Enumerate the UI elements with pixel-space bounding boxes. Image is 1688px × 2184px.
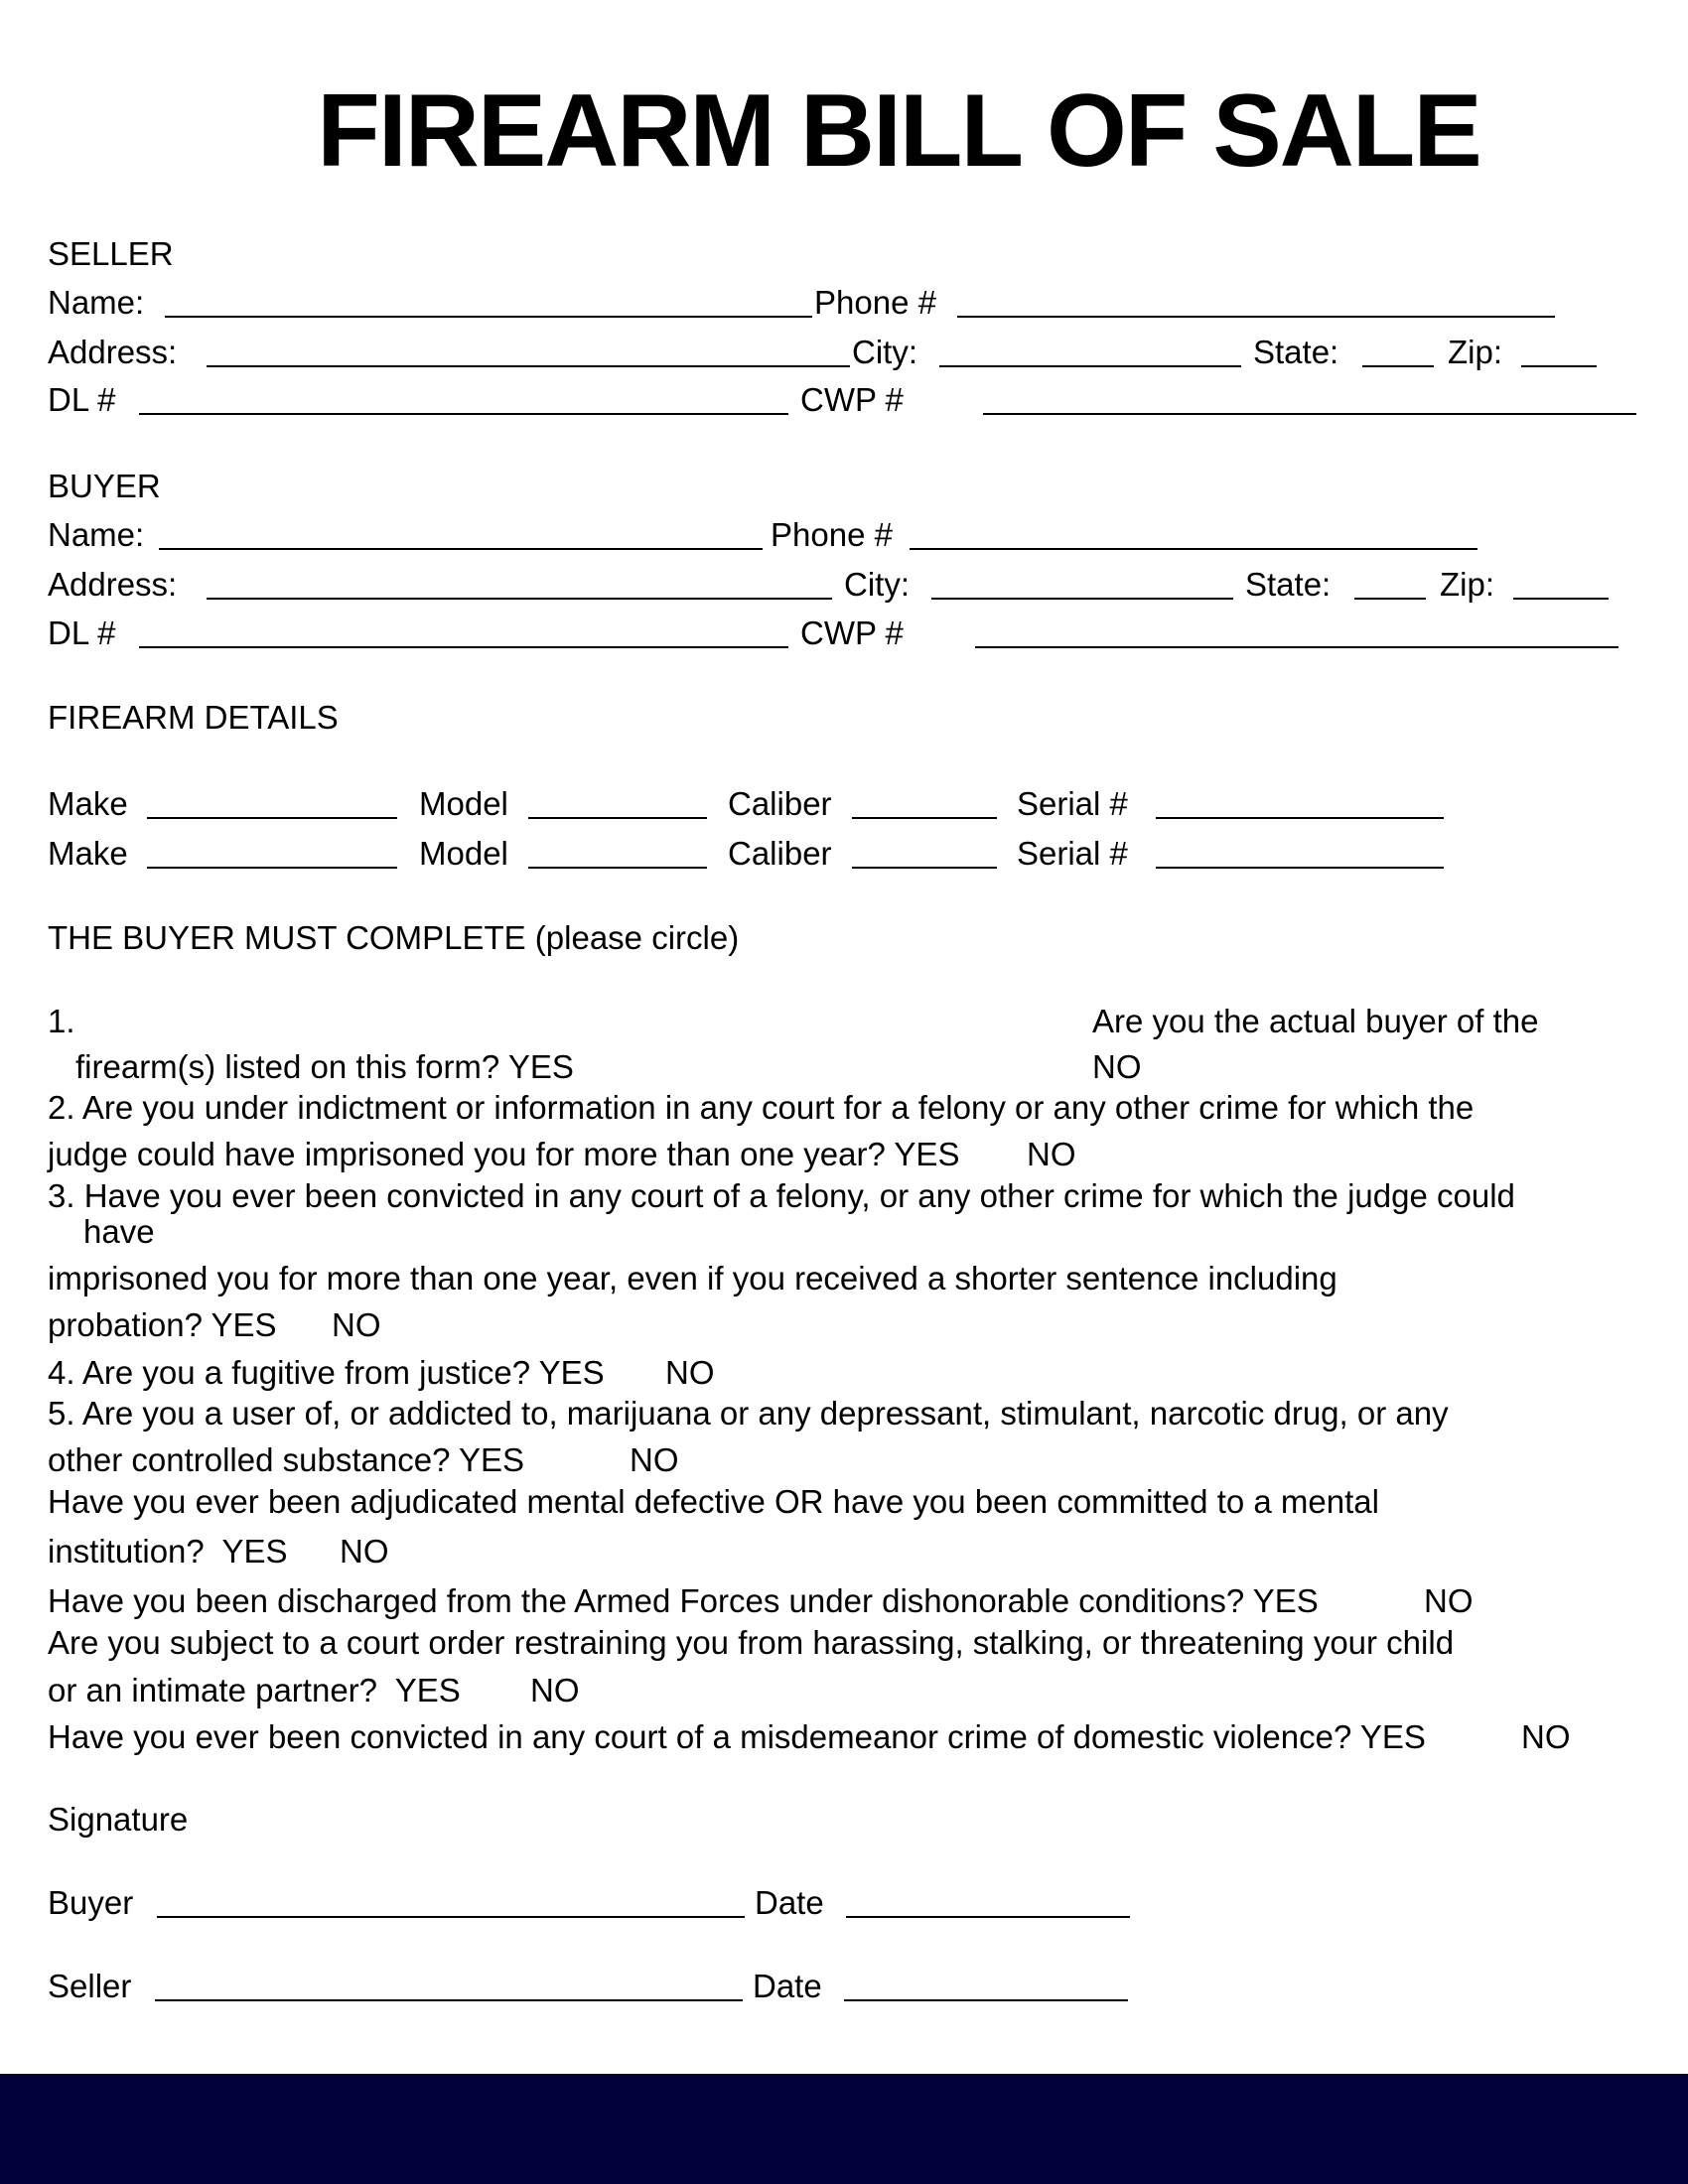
question-8-no[interactable]: NO — [530, 1672, 580, 1708]
question-7-no[interactable]: NO — [1424, 1582, 1474, 1619]
firearm-model-field[interactable] — [528, 817, 707, 819]
question-5-no[interactable]: NO — [630, 1441, 679, 1478]
question-7-text: Have you been discharged from the Armed Forces under dishonorable conditions? YES — [48, 1582, 1319, 1619]
firearm-caliber-label: Caliber — [728, 835, 832, 872]
seller-date-field[interactable] — [844, 1999, 1128, 2001]
question-3-text-wrap: have — [83, 1213, 155, 1250]
question-2-no[interactable]: NO — [1027, 1136, 1076, 1172]
buyer-cwp-label: CWP # — [800, 614, 904, 651]
buyer-name-field[interactable] — [159, 548, 763, 550]
question-5-text: 5. Are you a user of, or addicted to, marijuana or any depressant, stimulant, narcotic drug, or any — [48, 1395, 1449, 1432]
question-1-number: 1. — [48, 1003, 75, 1039]
footer-band — [0, 2074, 1688, 2184]
buyer-signature-field[interactable] — [157, 1916, 745, 1918]
question-1-no[interactable]: NO — [1092, 1048, 1142, 1085]
seller-date-label: Date — [753, 1968, 822, 2004]
question-3-no[interactable]: NO — [332, 1306, 381, 1343]
question-1-text-cont: firearm(s) listed on this form? YES — [75, 1048, 574, 1085]
question-8-text-cont: or an intimate partner? YES — [48, 1672, 461, 1708]
firearm-caliber-label: Caliber — [728, 785, 832, 822]
buyer-heading: BUYER — [48, 468, 161, 504]
firearm-heading: FIREARM DETAILS — [48, 699, 339, 736]
buyer-phone-field[interactable] — [910, 548, 1477, 550]
seller-zip-label: Zip: — [1448, 334, 1503, 370]
question-4-text: 4. Are you a fugitive from justice? YES — [48, 1354, 605, 1391]
buyer-dl-label: DL # — [48, 614, 116, 651]
seller-signature-label: Seller — [48, 1968, 132, 2004]
buyer-phone-label: Phone # — [771, 516, 893, 553]
buyer-date-field[interactable] — [846, 1916, 1130, 1918]
questions-heading: THE BUYER MUST COMPLETE (please circle) — [48, 919, 740, 956]
seller-cwp-field[interactable] — [983, 413, 1636, 415]
firearm-model-label: Model — [419, 785, 508, 822]
seller-state-field[interactable] — [1362, 365, 1434, 367]
question-6-text: Have you ever been adjudicated mental defective OR have you been committed to a mental — [48, 1483, 1379, 1520]
firearm-caliber-field[interactable] — [852, 867, 997, 869]
buyer-state-label: State: — [1245, 566, 1332, 603]
seller-heading: SELLER — [48, 235, 174, 272]
buyer-cwp-field[interactable] — [975, 646, 1618, 648]
buyer-date-label: Date — [755, 1884, 824, 1921]
seller-dl-label: DL # — [48, 381, 116, 418]
seller-signature-field[interactable] — [155, 1999, 743, 2001]
firearm-model-field[interactable] — [528, 867, 707, 869]
buyer-city-label: City: — [844, 566, 910, 603]
question-3-text-cont: imprisoned you for more than one year, even if you received a shorter sentence including — [48, 1260, 1337, 1297]
buyer-state-field[interactable] — [1354, 598, 1426, 600]
firearm-serial-field[interactable] — [1156, 867, 1444, 869]
seller-name-field[interactable] — [165, 316, 812, 318]
question-6-no[interactable]: NO — [340, 1533, 389, 1570]
firearm-make-label: Make — [48, 835, 128, 872]
firearm-make-field[interactable] — [147, 867, 397, 869]
seller-zip-field[interactable] — [1521, 365, 1597, 367]
question-6-text-cont: institution? YES — [48, 1533, 288, 1570]
seller-address-label: Address: — [48, 334, 178, 370]
seller-phone-label: Phone # — [814, 284, 936, 321]
signature-heading: Signature — [48, 1801, 189, 1838]
question-5-text-cont: other controlled substance? YES — [48, 1441, 525, 1478]
buyer-zip-label: Zip: — [1440, 566, 1495, 603]
firearm-model-label: Model — [419, 835, 508, 872]
question-2-text-cont: judge could have imprisoned you for more than one year? YES — [48, 1136, 960, 1172]
question-4-no[interactable]: NO — [665, 1354, 715, 1391]
question-9-no[interactable]: NO — [1521, 1718, 1571, 1755]
firearm-make-label: Make — [48, 785, 128, 822]
buyer-address-field[interactable] — [207, 598, 832, 600]
seller-dl-field[interactable] — [139, 413, 788, 415]
seller-city-field[interactable] — [939, 365, 1241, 367]
question-3-text: 3. Have you ever been convicted in any court of a felony, or any other crime for which the judge could — [48, 1177, 1515, 1214]
buyer-dl-field[interactable] — [139, 646, 788, 648]
firearm-caliber-field[interactable] — [852, 817, 997, 819]
buyer-address-label: Address: — [48, 566, 178, 603]
question-9-text: Have you ever been convicted in any court of a misdemeanor crime of domestic violence? YES — [48, 1718, 1426, 1755]
buyer-city-field[interactable] — [931, 598, 1233, 600]
seller-city-label: City: — [852, 334, 917, 370]
seller-cwp-label: CWP # — [800, 381, 904, 418]
form-title: FIREARM BILL OF SALE — [317, 73, 1480, 189]
firearm-serial-label: Serial # — [1017, 785, 1128, 822]
firearm-make-field[interactable] — [147, 817, 397, 819]
seller-state-label: State: — [1253, 334, 1339, 370]
seller-name-label: Name: — [48, 284, 145, 321]
question-3-text-end: probation? YES — [48, 1306, 277, 1343]
buyer-name-label: Name: — [48, 516, 145, 553]
firearm-serial-field[interactable] — [1156, 817, 1444, 819]
question-2-text: 2. Are you under indictment or information in any court for a felony or any other crime for which the — [48, 1089, 1475, 1126]
firearm-serial-label: Serial # — [1017, 835, 1128, 872]
question-8-text: Are you subject to a court order restraining you from harassing, stalking, or threatening your child — [48, 1624, 1455, 1661]
buyer-zip-field[interactable] — [1513, 598, 1609, 600]
question-1-text: Are you the actual buyer of the — [1092, 1003, 1539, 1039]
seller-address-field[interactable] — [207, 365, 850, 367]
buyer-signature-label: Buyer — [48, 1884, 134, 1921]
seller-phone-field[interactable] — [957, 316, 1555, 318]
